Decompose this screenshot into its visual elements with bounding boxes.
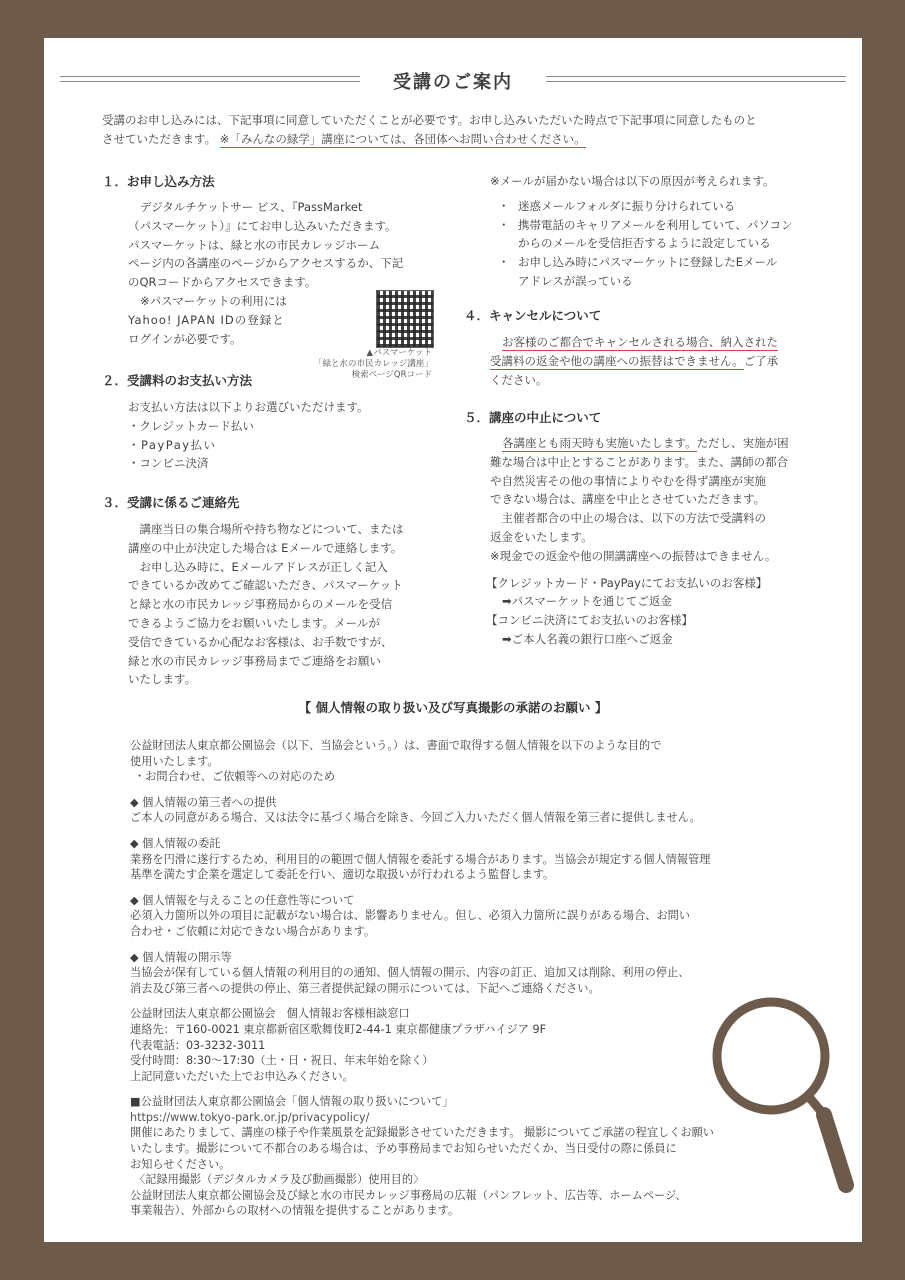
- s4-line-2-text: ご了承: [743, 353, 779, 368]
- privacy-line: 消去及び第三者への提供の停止、第三者提供記録の開示については、下記へご連絡ください。: [130, 981, 600, 995]
- section-3-body: [128, 520, 444, 689]
- s5-line: できない場合は、講座を中止とさせていただきます。: [490, 492, 766, 507]
- privacy-line: 合わせ・ご依頼に対応できない場合があります。: [130, 924, 376, 938]
- mail-bullet-text-a: 携帯電話のキャリアメールを利用していて、パソコン: [518, 217, 793, 232]
- bullet-mark: ・: [498, 198, 510, 213]
- policy-title: ■公益財団法人東京都公園協会「個人情報の取り扱いについて」: [130, 1095, 454, 1109]
- s3-line: 講座当日の集合場所や持ち物などについて、または: [128, 522, 404, 536]
- refund-credit-heading: 【クレジットカード・PayPayにてお支払いのお客様】: [486, 575, 768, 590]
- s1-line: （パスマーケット）』にてお申し込みいただきます。: [128, 218, 397, 233]
- privacy-line: 基準を満たす企業を選定して委託を行い、適切な取扱いが行われるよう監督します。: [130, 868, 555, 882]
- section-5-body: [486, 434, 820, 649]
- s1-line: デジタルチケットサー ビス、『PassMarket: [140, 200, 363, 214]
- s1-line: パスマーケットは、緑と水の市民カレッジホーム: [128, 237, 381, 252]
- payment-item: ・PayPay払い: [128, 437, 217, 452]
- photo-line: いたします。撮影について不都合のある場合は、予め事務局までお知らせいただくか、当日受付の際に係員に: [130, 1142, 677, 1156]
- privacy-subheading: ◆ 個人情報の開示等: [130, 950, 232, 964]
- intro-line-2-text: させていただきます。: [102, 131, 217, 146]
- s3-line: できるようご協力をお願いいたします。メールが: [128, 615, 380, 630]
- contact-consent: 上記同意いただいた上でお申込みください。: [130, 1069, 354, 1083]
- privacy-line: ・お問合わせ、ご依頼等への対応のため: [134, 770, 336, 784]
- intro-note: ※「みんなの緑学」講座については、各団体へお問い合わせください。: [219, 131, 586, 146]
- s3-line: 受信できているか心配なお客様は、お手数ですが、: [128, 634, 393, 649]
- refund-convenience-heading: 【コンビニ決済にてお支払いのお客様】: [486, 613, 693, 628]
- privacy-line: 必須入力箇所以外の項目に記載がない場合は、影響ありません。但し、必須入力箇所に誤りがある場合、お問い: [130, 909, 691, 923]
- mail-bullet-text: [518, 216, 793, 254]
- s2-line: お支払い方法は以下よりお選びいただけます。: [128, 400, 369, 414]
- s1-line: ※パスマーケットの利用には: [140, 293, 287, 308]
- section-2-heading: ２．受講料のお支払い方法: [102, 373, 253, 388]
- s3-line: お申し込み時に、Eメールアドレスが正しく記入: [128, 559, 388, 574]
- s5-line-1-underlined: 各講座とも雨天時も実施いたします。: [502, 436, 697, 450]
- qr-caption-2: 「緑と水の市民カレッジ講座」: [314, 359, 433, 369]
- mail-bullet-text-b: アドレスが誤っている: [518, 273, 633, 288]
- mail-bullet-text-b: からのメールを受信拒否するように設定している: [518, 236, 771, 251]
- document-page: [44, 38, 862, 1242]
- contact-office: 公益財団法人東京都公園協会 個人情報お客様相談窓口: [130, 1007, 410, 1021]
- s5-line: 返金をいたします。: [490, 529, 593, 544]
- s3-line: いたします。: [128, 672, 197, 687]
- photo-line: 事業報告）、外部からの取材への情報を提供することがあります。: [130, 1204, 460, 1218]
- qr-code[interactable]: [376, 290, 434, 348]
- s1-line: のQRコードからアクセスできます。: [128, 275, 317, 290]
- mail-bullet-text-a: お申し込み時にパスマーケットに登録したEメール: [518, 255, 778, 270]
- privacy-line: ご本人の同意がある場合、又は法令に基づく場合を除き、今回ご入力いただく個人情報を第三者に提供しません。: [130, 811, 701, 825]
- magnifier-icon: [708, 993, 858, 1193]
- s4-line-1: [490, 333, 820, 352]
- s1-line: Yahoo! JAPAN IDの登録と: [128, 312, 285, 327]
- s3-line: 講座の中止が決定した場合は Eメールで連絡します。: [128, 540, 403, 555]
- qr-caption-3: 検索ページQRコード: [351, 370, 432, 380]
- title-bar: [60, 68, 846, 92]
- mail-bullet: [490, 197, 820, 216]
- mail-note-intro: ※メールが届かない場合は以下の原因が考えられます。: [490, 174, 775, 188]
- mail-bullet-text: 迷惑メールフォルダに振り分けられている: [518, 198, 736, 213]
- qr-caption-1: ▲パスマーケット: [366, 348, 432, 358]
- s4-line-3: ください。: [490, 372, 548, 387]
- privacy-heading: 【 個人情報の取り扱い及び写真撮影の承諾のお願い 】: [298, 700, 608, 715]
- s1-line: ログインが必要です。: [128, 331, 242, 346]
- page-title: 受講のご案内: [393, 72, 513, 93]
- bullet-mark: ・: [498, 255, 510, 270]
- s1-line: ページ内の各講座のページからアクセスするか、下記: [128, 256, 404, 271]
- s5-line-1: [490, 434, 820, 453]
- payment-item: ・クレジットカード払い: [128, 418, 254, 433]
- s4-line-2-underlined: 受講料の返金や他の講座への振替はできません。: [490, 353, 744, 368]
- privacy-line: 公益財団法人東京都公園協会（以下、当協会という。）は、書面で取得する個人情報を以下のような目的で: [130, 739, 662, 752]
- section-3-heading: ３．受講に係るご連絡先: [102, 495, 240, 510]
- s5-line-1-text: ただし、実施が困: [696, 436, 789, 450]
- s5-line: や自然災害その他の事情によりやむを得ず講座が実施: [490, 473, 766, 488]
- contact-address: 連絡先：〒160-0021 東京都新宿区歌舞伎町2-44-1 東京都健康プラザハイジア 9F: [130, 1022, 547, 1036]
- privacy-subheading: ◆ 個人情報の第三者への提供: [130, 795, 277, 809]
- photo-purpose-heading: 〈記録用撮影（デジタルカメラ及び動画撮影）使用目的〉: [134, 1173, 425, 1187]
- photo-line: 公益財団法人東京都公園協会及び緑と水の市民カレッジ事務局の広報（パンフレット、広告等、ホームページ、: [130, 1188, 687, 1202]
- contact-phone: 代表電話：03-3232-3011: [130, 1038, 266, 1052]
- section-2-body: [128, 398, 442, 473]
- s5-line: 主催者都合の中止の場合は、以下の方法で受講料の: [490, 511, 766, 526]
- s5-line: ※現金での返金や他の開講講座への振替はできません。: [490, 548, 777, 563]
- s3-line: と緑と水の市民カレッジ事務局からのメールを受信: [128, 597, 393, 612]
- mail-notes: [490, 172, 820, 291]
- privacy-line: 当協会が保有している個人情報の利用目的の通知、個人情報の開示、内容の訂正、追加又は削除、利用の停止、: [130, 966, 690, 980]
- s3-line: できているか改めてご確認いただき、パスマーケット: [128, 578, 403, 593]
- privacy-subheading: ◆ 個人情報の委託: [130, 836, 221, 850]
- mail-bullet-text: [518, 253, 777, 291]
- privacy-line: 業務を円滑に遂行するため、利用目的の範囲で個人情報を委託する場合があります。当協会が規定する個人情報管理: [130, 852, 711, 866]
- privacy-subheading: ◆ 個人情報を与えることの任意性等について: [130, 893, 355, 907]
- s4-line-1-text: お客様のご都合でキャンセルされる場合、納入された: [502, 335, 778, 349]
- s5-line: 難な場合は中止とすることがあります。また、講師の都合: [490, 454, 789, 469]
- intro: [102, 111, 842, 149]
- intro-line-1: 受講のお申し込みには、下記事項に同意していただくことが必要です。お申し込みいただいた時点で下記事項に同意したものと: [102, 113, 757, 127]
- photo-line: お知らせください。: [130, 1157, 231, 1171]
- mail-bullet: [490, 216, 820, 254]
- mail-bullet: [490, 253, 820, 291]
- refund-credit-method: ➡パスマーケットを通じてご返金: [502, 594, 672, 609]
- privacy-line: 使用いたします。: [130, 754, 219, 768]
- policy-url-link[interactable]: https://www.tokyo-park.or.jp/privacypolicy/: [130, 1110, 370, 1124]
- intro-line-2: [102, 130, 842, 149]
- refund-convenience-method: ➡ご本人名義の銀行口座へご返金: [502, 631, 673, 646]
- section-1-heading: １．お申し込み方法: [102, 174, 215, 189]
- s4-line-2: [490, 352, 820, 371]
- s3-line: 緑と水の市民カレッジ事務局までご連絡をお願い: [128, 653, 381, 668]
- section-4-heading: ４．キャンセルについて: [464, 308, 602, 323]
- payment-item: ・コンビニ決済: [128, 456, 209, 471]
- section-5-heading: ５．講座の中止について: [464, 410, 602, 425]
- contact-hours: 受付時間：8:30～17:30（土・日・祝日、年末年始を除く）: [130, 1054, 434, 1068]
- qr-caption: [314, 348, 432, 381]
- privacy-body: [130, 738, 790, 1219]
- section-4-body: [490, 333, 820, 389]
- bullet-mark: ・: [498, 217, 510, 232]
- photo-line: 開催にあたりまして、講座の様子や作業風景を記録撮影させていただきます。 撮影についてご承諾の程宜しくお願い: [130, 1126, 714, 1140]
